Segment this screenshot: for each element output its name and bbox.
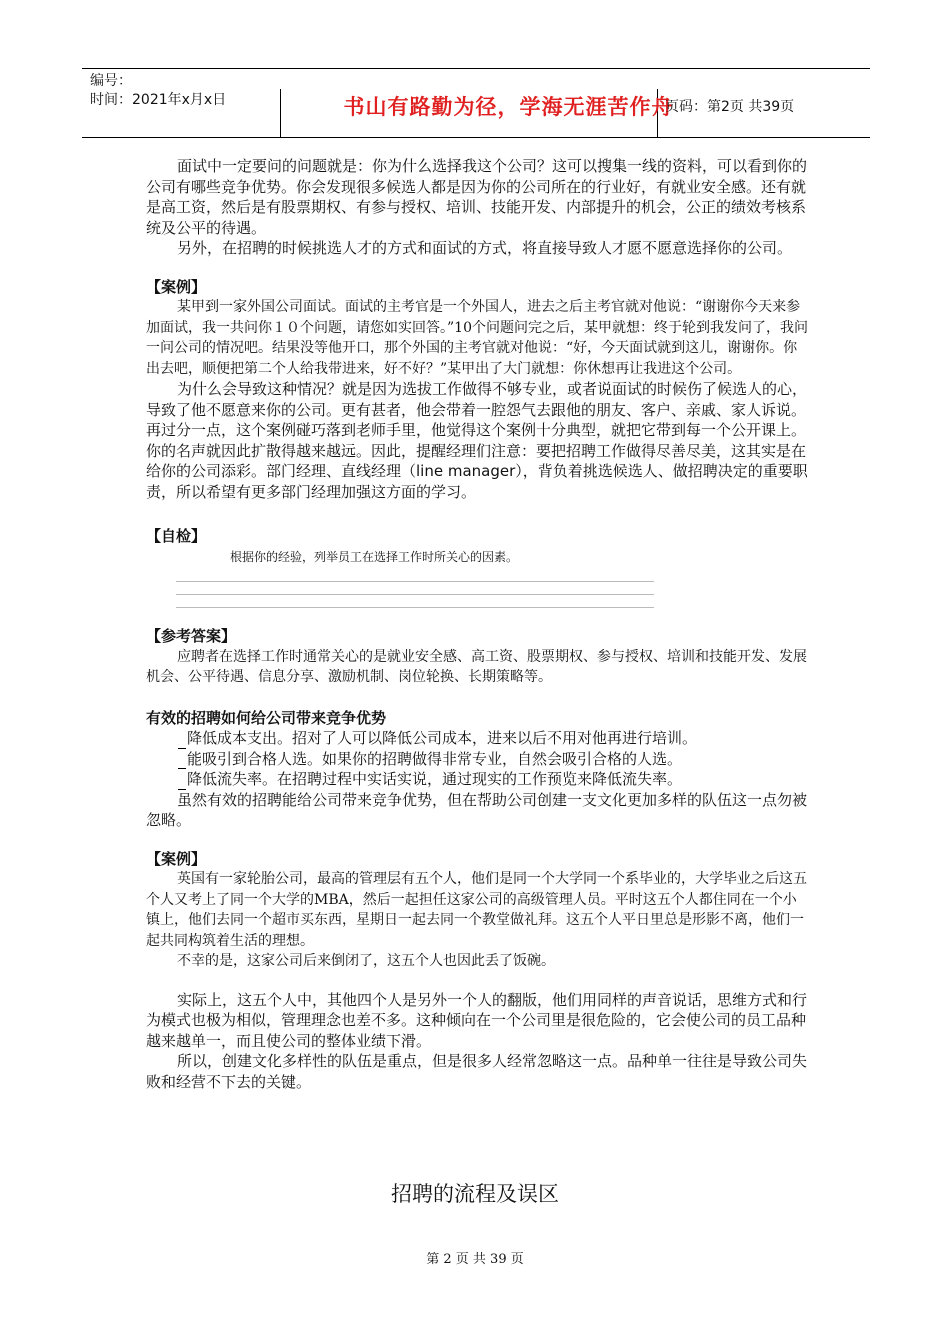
section-summary: 虽然有效的招聘能给公司带来竞争优势，但在帮助公司创建一支文化更加多样的队伍这一点勿被忽略。: [146, 790, 808, 829]
answer-lines: [176, 581, 654, 620]
document-body: [146, 156, 808, 1092]
self-check-prompt: 根据你的经验，列举员工在选择工作时所关心的因素。: [230, 549, 519, 564]
answer-heading: 【参考答案】: [146, 627, 237, 645]
section-heading: 有效的招聘如何给公司带来竞争优势: [146, 708, 387, 727]
self-check-heading: 【自检】: [146, 527, 207, 545]
case-text: 某甲到一家外国公司面试。面试的主考官是一个外国人，进去之后主考官就对他说：“谢谢你今天来参加面试，我一共问你１０个问题，请您如实回答。”10个问题问完之后，某甲就想：终于轮到我发问了，我问一问公司的情况吧。结果没等他开口，那个外国的主考官就对他说：“好，今天面试就到这儿，谢谢你。你出去吧，顺便把第二个人给我带进来，好不好？”某甲出了大门就想：你休想再让我进这个公司。: [146, 299, 808, 377]
bullet-item: 降低流失率。在招聘过程中实话实说，通过现实的工作预览来降低流失率。: [146, 769, 808, 790]
case-text: 不幸的是，这家公司后来倒闭了，这五个人也因此丢了饭碗。: [177, 953, 555, 969]
answer-text: 应聘者在选择工作时通常关心的是就业安全感、高工资、股票期权、参与授权、培训和技能开发、发展机会、公平待遇、信息分享、激励机制、岗位轮换、长期策略等。: [146, 648, 807, 685]
paragraph: 实际上，这五个人中，其他四个人是另外一个人的翻版，他们用同样的声音说话，思维方式和行为模式也极为相似，管理理念也差不多。这种倾向在一个公司里是很危险的，它会使公司的员工品种越来越单一，而且使公司的整体业绩下滑。: [146, 990, 808, 1050]
next-section-title: 招聘的流程及误区: [391, 1182, 559, 1206]
case-heading: 【案例】: [146, 277, 207, 296]
case-analysis: 为什么会导致这种情况？就是因为选拔工作做得不够专业，或者说面试的时候伤了候选人的心，导致了他不愿意来你的公司。更有甚者，他会带着一腔怨气去跟他的朋友、客户、亲戚、家人诉说。再过分一点，这个案例碰巧落到老师手里，他觉得这个案例十分典型，就把它带到每一个公开课上。你的名声就因此扩散得越来越远。因此，提醒经理们注意：要把招聘工作做得尽善尽美，这其实是在给你的公司添彩。部门经理、直线经理（line manager），背负着挑选候选人、做招聘决定的重要职责，所以希望有更多部门经理加强这方面的学习。: [146, 380, 808, 501]
number-label: 编号：: [90, 73, 132, 89]
paragraph: 面试中一定要问的问题就是：你为什么选择我这个公司？这可以搜集一线的资料，可以看到你的公司有哪些竞争优势。你会发现很多候选人都是因为你的公司所在的行业好，有就业安全感。还有就是高工资，然后是有股票期权、有参与授权、培训、技能开发、内部提升的机会，公正的绩效考核系统及公平的待遇。: [146, 157, 808, 237]
case-heading: 【案例】: [146, 849, 207, 868]
header-motto: 书山有路勤为径，学海无涯苦作舟: [343, 95, 674, 119]
paragraph: 所以，创建文化多样性的队伍是重点，但是很多人经常忽略这一点。品种单一往往是导致公司失败和经营不下去的关键。: [146, 1052, 808, 1091]
paragraph: 另外，在招聘的时候挑选人才的方式和面试的方式，将直接导致人才愿不愿意选择你的公司。: [177, 239, 793, 257]
bullet-item: 能吸引到合格人选。如果你的招聘做得非常专业，自然会吸引合格的人选。: [146, 749, 808, 770]
header-meta: [90, 72, 226, 110]
time-label: 时间：2021年x月x日: [90, 92, 227, 108]
bullet-item: 降低成本支出。招对了人可以降低公司成本，进来以后不用对他再进行培训。: [146, 728, 808, 749]
case-text: 英国有一家轮胎公司，最高的管理层有五个人，他们是同一个大学同一个系毕业的，大学毕业之后这五个人又考上了同一个大学的MBA，然后一起担任这家公司的高级管理人员。平时这五个人都住同在一个小镇上，他们去同一个超市买东西，星期日一起去同一个教堂做礼拜。这五个人平日里总是形影不离，他们一起共同构筑着生活的理想。: [146, 871, 807, 949]
page-header: [82, 68, 870, 138]
header-page-info: 页码：第2页 共39页: [665, 99, 795, 115]
page-footer: 第 2 页 共 39 页: [426, 1252, 524, 1267]
